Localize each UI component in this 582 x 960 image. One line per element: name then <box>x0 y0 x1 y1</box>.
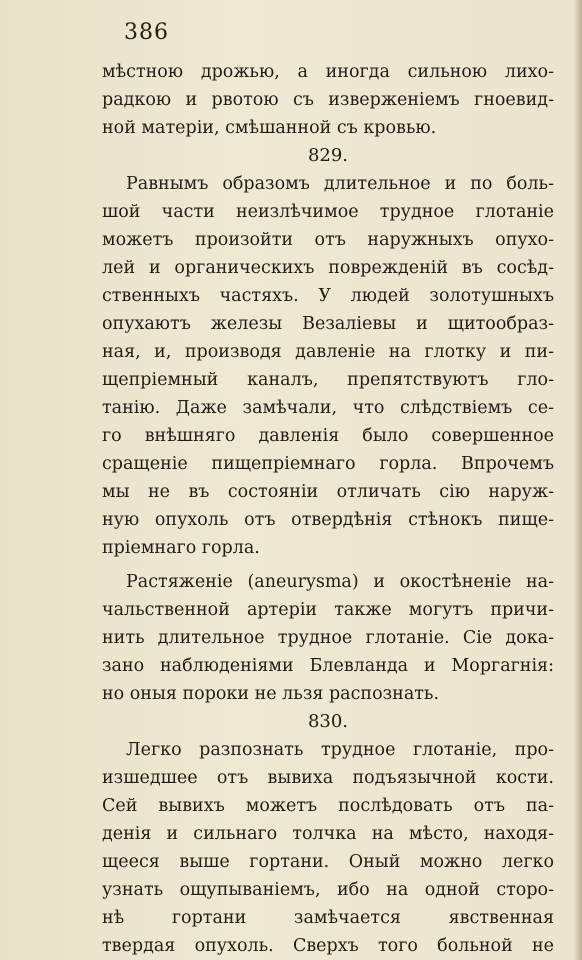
text-line: Легко разпознать трудное глотаніе, про- <box>126 740 554 760</box>
text-line: го внѣшняго давленія было совершенное <box>102 426 554 446</box>
body-text <box>102 58 554 960</box>
text-line: денія и сильнаго толчка на мѣсто, находя- <box>102 824 554 844</box>
section-number: 830. <box>307 711 349 732</box>
text-line: Равнымъ образомъ длительное и по боль- <box>126 174 554 194</box>
text-line: чальственной артеріи также могутъ причи- <box>102 600 554 620</box>
text-line: мѣстною дрожью, а иногда сильною лихо- <box>102 62 554 82</box>
text-line: зано наблюденіями Блевланда и Моргагнія: <box>102 656 554 676</box>
text-line: опухаютъ железы Везаліевы и щитообраз- <box>102 314 554 334</box>
text-line: ную опухоль отъ отвердѣнія стѣнокъ пище- <box>102 510 554 530</box>
text-line: щепріемный каналъ, препятствуютъ гло- <box>102 370 554 390</box>
text-line: но оныя пороки не льзя распознать. <box>102 684 440 704</box>
text-line: изшедшее отъ вывиха подъязычной кости. <box>102 768 554 788</box>
text-line: Растяженіе (aneurysma) и окостѣненіе на- <box>126 572 554 592</box>
text-line: шой части неизлѣчимое трудное глотаніе <box>102 202 554 222</box>
text-line: узнать ощупываніемъ, ибо на одной сторо- <box>102 880 554 900</box>
text-line: ной матеріи, смѣшанной съ кровью. <box>102 118 437 138</box>
text-line: можетъ произойти отъ наружныхъ опухо- <box>102 230 554 250</box>
text-line: щееся выше гортани. Оный можно легко <box>102 852 554 872</box>
page-edge-shadow <box>574 0 582 960</box>
text-line: радкою и рвотою съ изверженіемъ гноевид- <box>102 90 554 110</box>
text-line: ная, и, производя давленіе на глотку и пи- <box>102 342 554 362</box>
text-line: Сей вывихъ можетъ послѣдовать отъ па- <box>102 796 554 816</box>
text-line: твердая опухоль. Сверхъ того больной не <box>102 936 554 956</box>
text-line: нить длительное трудное глотаніе. Сіе дока- <box>102 628 554 648</box>
text-line: нѣ гортани замѣчается явственная <box>102 908 554 928</box>
text-line: сращеніе пищепріемнаго горла. Впрочемъ <box>102 454 554 474</box>
text-line: лей и органическихъ поврежденій въ сосѣд- <box>102 258 554 278</box>
text-line: пріемнаго горла. <box>102 538 260 558</box>
text-line: мы не въ состояніи отличать сію наруж- <box>102 482 554 502</box>
text-line: танію. Даже замѣчали, что слѣдствіемъ се- <box>102 398 554 418</box>
text-line: ственныхъ частяхъ. У людей золотушныхъ <box>102 286 554 306</box>
section-number: 829. <box>307 145 349 166</box>
page-number: 386 <box>124 20 169 45</box>
